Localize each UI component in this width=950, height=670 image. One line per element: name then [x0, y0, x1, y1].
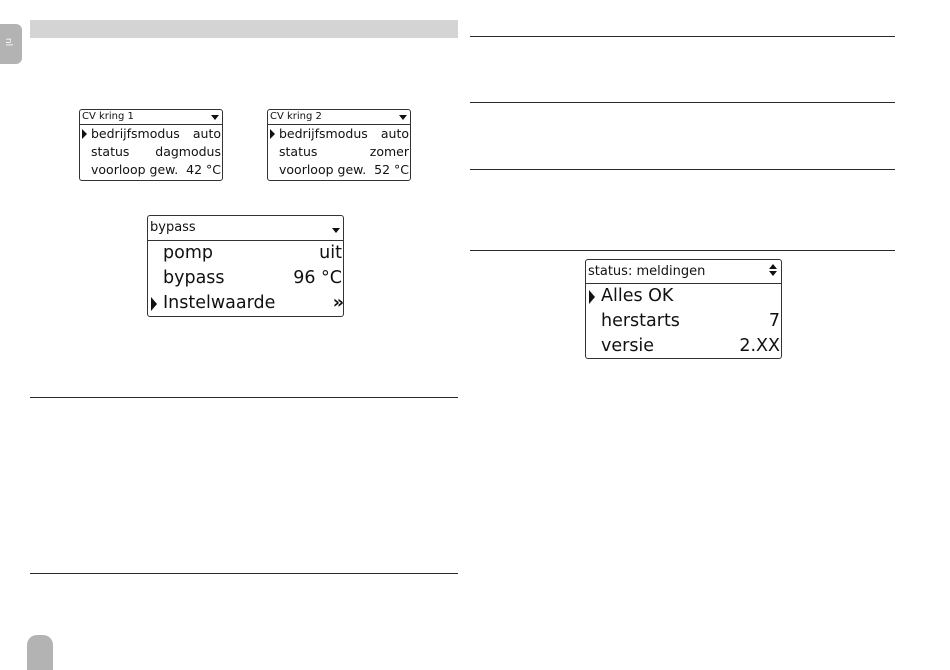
section-header-bar	[30, 20, 458, 38]
row-value: auto	[380, 126, 409, 141]
display-title: CV kring 1	[82, 111, 134, 122]
submenu-chevron-icon: »	[332, 293, 342, 313]
row-value: 2.XX	[739, 336, 780, 356]
cursor-arrow-icon	[270, 129, 275, 139]
display-row	[586, 334, 781, 359]
row-label: status	[279, 144, 318, 159]
divider-left-1	[30, 397, 458, 398]
row-label: Instelwaarde	[163, 293, 276, 313]
display-row	[148, 266, 343, 291]
page-number-tab	[27, 635, 53, 670]
dropdown-arrow-icon	[399, 115, 407, 120]
divider-left-2	[30, 573, 458, 574]
display-row	[148, 291, 343, 316]
row-value: 7	[768, 311, 780, 331]
display-row	[80, 125, 222, 143]
scroll-up-down-icon	[769, 264, 778, 276]
display-cv-kring-1	[79, 109, 223, 181]
display-row	[268, 161, 410, 179]
row-value: 52 °C	[374, 162, 409, 177]
display-row	[80, 143, 222, 161]
row-label: pomp	[163, 243, 213, 263]
display-cv-kring-2	[267, 109, 411, 181]
row-label: herstarts	[601, 311, 680, 331]
row-label: Alles OK	[601, 286, 674, 306]
row-label: bedrijfsmodus	[91, 126, 180, 141]
cursor-arrow-icon	[82, 129, 87, 139]
row-label: bypass	[163, 268, 225, 288]
divider-right-2	[470, 102, 895, 103]
divider-right-3	[470, 169, 895, 170]
display-header	[148, 216, 343, 241]
row-label: bedrijfsmodus	[279, 126, 368, 141]
row-label: voorloop gew.	[91, 162, 179, 177]
language-side-tab	[0, 24, 22, 64]
display-row	[268, 143, 410, 161]
row-label: status	[91, 144, 130, 159]
display-row	[80, 161, 222, 179]
row-label: versie	[601, 336, 655, 356]
dropdown-arrow-icon	[332, 228, 340, 233]
row-value: 96 °C	[293, 268, 342, 288]
row-label: voorloop gew.	[279, 162, 367, 177]
language-tab-label: nl	[3, 37, 14, 47]
dropdown-arrow-icon	[211, 115, 219, 120]
display-row	[586, 309, 781, 334]
cursor-arrow-icon	[589, 290, 595, 304]
display-row	[586, 284, 781, 309]
display-bypass	[147, 215, 344, 317]
divider-right-1	[470, 36, 895, 37]
row-value: zomer	[369, 144, 409, 159]
divider-right-4	[470, 250, 895, 251]
display-title: CV kring 2	[270, 111, 322, 122]
display-header	[268, 110, 410, 125]
display-status-meldingen	[585, 259, 782, 359]
row-value: uit	[319, 243, 342, 263]
display-row	[268, 125, 410, 143]
display-header	[80, 110, 222, 125]
display-title: status: meldingen	[588, 264, 706, 279]
display-title: bypass	[150, 220, 196, 235]
cursor-arrow-icon	[151, 297, 157, 311]
row-value: dagmodus	[155, 144, 221, 159]
display-row	[148, 241, 343, 266]
display-header	[586, 260, 781, 284]
row-value: 42 °C	[186, 162, 221, 177]
row-value: auto	[192, 126, 221, 141]
